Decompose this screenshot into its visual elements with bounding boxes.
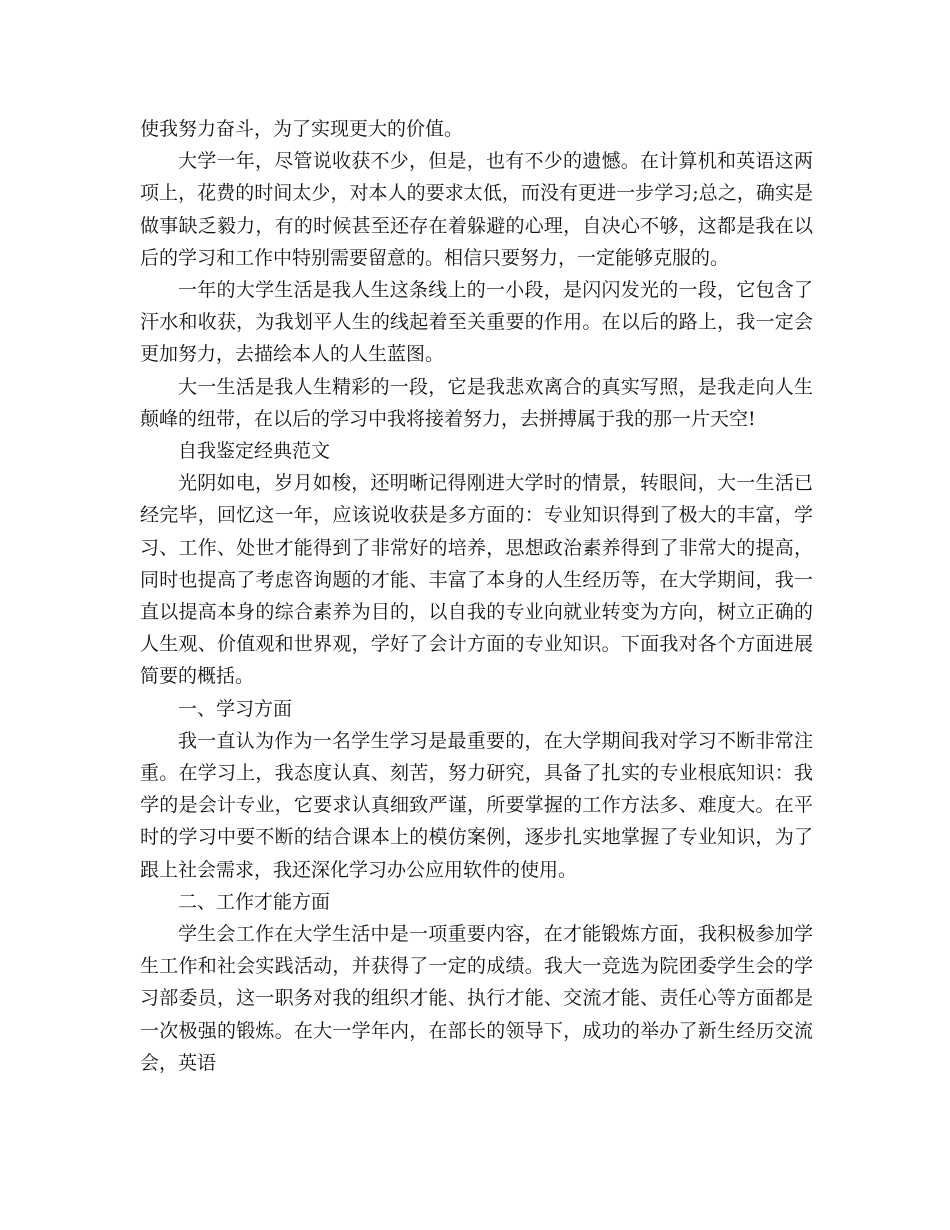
paragraph-work: 学生会工作在大学生活中是一项重要内容，在才能锻炼方面，我积极参加学生工作和社会实践活动，并获得了一定的成绩。我大一竞选为院团委学生会的学习部委员，这一职务对我的组织才能、执行才能、交流才能、责任心等方面都是一次极强的锻炼。在大一学年内，在部长的领导下，成功的举办了新生经历交流会，英语	[140, 923, 813, 1074]
paragraph-regrets: 大学一年，尽管说收获不少，但是，也有不少的遗憾。在计算机和英语这两项上，花费的时间太少，对本人的要求太低，而没有更进一步学习;总之，确实是做事缺乏毅力，有的时候甚至还存在着躲避的心理，自决心不够，这都是我在以后的学习和工作中特别需要留意的。相信只要努力，一定能够克服的。	[140, 150, 813, 269]
paragraph-one-year: 一年的大学生活是我人生这条线上的一小段，是闪闪发光的一段，它包含了汗水和收获，为我划平人生的线起着至关重要的作用。在以后的路上，我一定会更加努力，去描绘本人的人生蓝图。	[140, 279, 813, 366]
paragraph-intro: 光阴如电，岁月如梭，还明晰记得刚进大学时的情景，转眼间，大一生活已经完毕，回忆这一年，应该说收获是多方面的：专业知识得到了极大的丰富，学习、工作、处世才能得到了非常好的培养，思想政治素养得到了非常大的提高，同时也提高了考虑咨询题的才能、丰富了本身的人生经历等，在大学期间，我一直以提高本身的综合素养为目的，以自我的专业向就业转变为方向，树立正确的人生观、价值观和世界观，学好了会计方面的专业知识。下面我对各个方面进展简要的概括。	[140, 472, 813, 688]
section-heading-work: 二、工作才能方面	[178, 890, 331, 913]
section-heading-study: 一、学习方面	[178, 697, 293, 720]
paragraph-freshman-life: 大一生活是我人生精彩的一段，它是我悲欢离合的真实写照，是我走向人生颠峰的纽带，在以后的学习中我将接着努力，去拼搏属于我的那一片天空!	[140, 375, 813, 430]
document-body	[140, 113, 813, 1079]
paragraph-study: 我一直认为作为一名学生学习是最重要的，在大学期间我对学习不断非常注重。在学习上，我态度认真、刻苦，努力研究，具备了扎实的专业根底知识：我学的是会计专业，它要求认真细致严谨，所要掌握的工作方法多、难度大。在平时的学习中要不断的结合课本上的模仿案例，逐步扎实地掌握了专业知识，为了跟上社会需求，我还深化学习办公应用软件的使用。	[140, 729, 813, 881]
section-heading-sample: 自我鉴定经典范文	[178, 440, 331, 463]
paragraph-continuation: 使我努力奋斗，为了实现更大的价值。	[140, 118, 464, 140]
